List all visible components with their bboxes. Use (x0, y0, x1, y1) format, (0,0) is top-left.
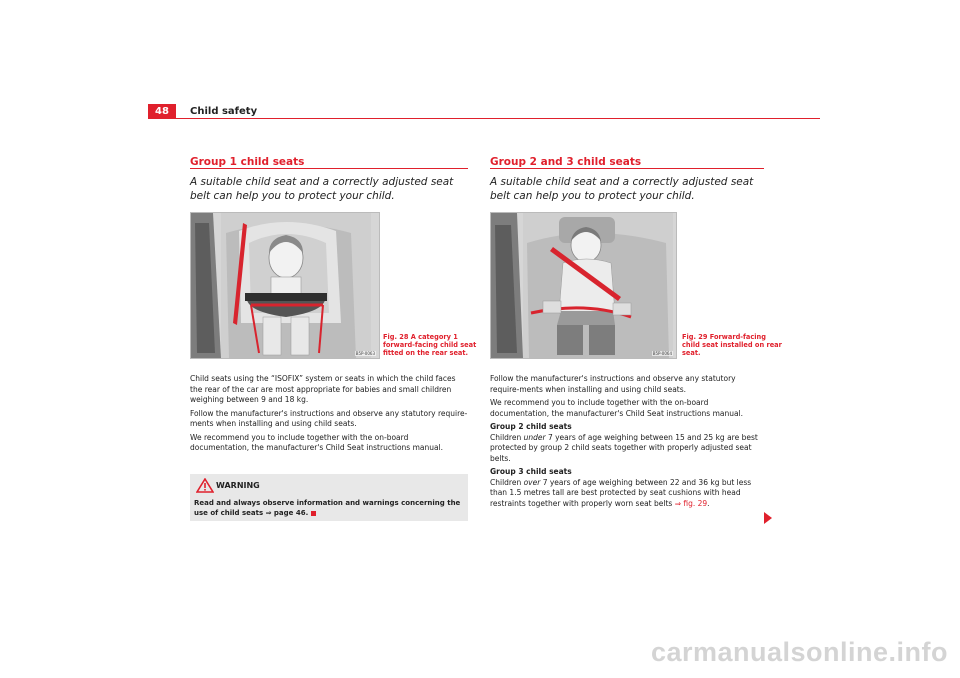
section-rule-left (190, 168, 468, 169)
group2-3-paragraph-1: Follow the manufacturer's instructions and observe any statutory require-ments when installing and using child seats. (490, 374, 736, 394)
warning-box (190, 474, 468, 521)
group1-paragraph-2: Follow the manufacturer's instructions and observe any statutory require-ments when installing and using child seats. (190, 408, 468, 428)
group3-heading: Group 3 child seats (490, 467, 572, 476)
group1-paragraph-3: We recommend you to include together with the on-board documentation, the manufacturer's Child Seat instructions manual. (190, 432, 444, 452)
figure-29-link[interactable]: ⇒ fig. 29 (674, 498, 708, 508)
section-rule-right (490, 168, 764, 169)
page-number: 48 (148, 104, 176, 119)
header-rule (176, 118, 820, 119)
group3-paragraph: Children over 7 years of age weighing between 22 and 36 kg but less than 1.5 metres tall are best protected by seat cushions with head restraints together with properly worn seat belts ⇒ fig. 29. (490, 477, 752, 508)
section-subtitle-group1: A suitable child seat and a correctly adjusted seat belt can help you to protect your child. (190, 176, 454, 202)
watermark: carmanualsonline.info (650, 637, 948, 667)
section-title-group1: Group 1 child seats (190, 156, 305, 168)
figure-28-image (190, 212, 380, 359)
figure-29-image (490, 212, 677, 359)
warning-triangle-icon (196, 478, 214, 493)
child-seat-illustration-2 (491, 213, 676, 358)
child-seat-illustration-1 (191, 213, 379, 358)
warning-title: WARNING (216, 481, 260, 490)
warning-text: Read and always observe information and warnings concerning the use of child seats ⇒ page 46. (194, 499, 461, 517)
figure-28-code: B5P-0063 (355, 351, 375, 356)
next-page-arrow-icon (764, 512, 772, 524)
group2-paragraph: Children under 7 years of age weighing between 15 and 25 kg are best protected by group 2 child seats together with properly adjusted seat belts. (490, 432, 758, 463)
figure-28-caption: Fig. 28 A category 1 forward-facing child seat fitted on the rear seat. (383, 333, 477, 357)
group1-paragraph-1: Child seats using the “ISOFIX” system or seats in which the child faces the rear of the car are most appropriate for babies and small children weighing between 9 and 18 kg. (190, 374, 456, 404)
group2-3-body (490, 374, 766, 512)
section-title-group2-3: Group 2 and 3 child seats (490, 156, 642, 168)
end-of-section-icon (311, 511, 316, 516)
figure-29-code: B5P-0064 (652, 351, 672, 356)
section-subtitle-group2-3: A suitable child seat and a correctly adjusted seat belt can help you to protect your child. (490, 176, 754, 202)
group1-body (190, 374, 468, 457)
running-head: Child safety (190, 106, 258, 117)
group2-3-paragraph-2: We recommend you to include together with the on-board documentation, the manufacturer's Child Seat instructions manual. (490, 398, 744, 418)
group2-heading: Group 2 child seats (490, 422, 572, 431)
figure-29-caption: Fig. 29 Forward-facing child seat installed on rear seat. (682, 333, 782, 357)
